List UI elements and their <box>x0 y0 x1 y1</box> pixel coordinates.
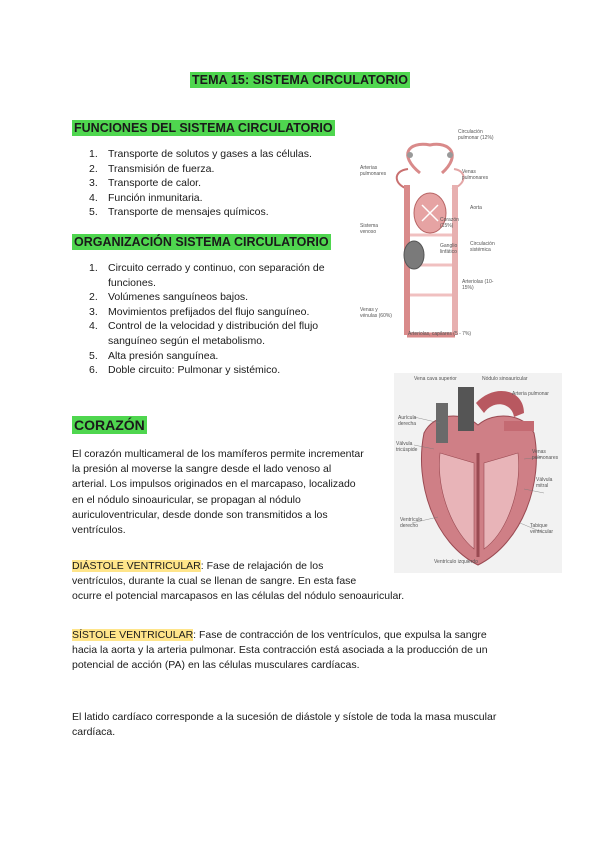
diastole-term: DIÁSTOLE VENTRICULAR <box>72 560 201 572</box>
list-item: 3. Movimientos prefijados del flujo sanguíneo. <box>89 305 310 318</box>
page-title-text: TEMA 15: SISTEMA CIRCULATORIO <box>191 73 409 87</box>
systole-paragraph: SÍSTOLE VENTRICULAR: Fase de contracción de los ventrículos, que expulsa la sangre hacia la aorta y la arteria pulmonar. Esta contracción está asociada a la producción de un potencial de acción (PA) en las células musculares cardíacas. <box>72 629 488 672</box>
list-item: 5. Transporte de mensajes químicos. <box>89 206 269 219</box>
functions-heading-text: FUNCIONES DEL SISTEMA CIRCULATORIO <box>74 121 333 135</box>
diastole-paragraph: DIÁSTOLE VENTRICULAR: Fase de relajación de los ventrículos, durante la cual se llenan de sangre. En esta fase ocurre el potencial marcapasos en las células del nódulo senoauricular. <box>72 560 405 603</box>
closing-paragraph: El latido cardíaco corresponde a la sucesión de diástole y sístole de toda la masa muscular cardíaca. <box>72 711 497 739</box>
heart-anatomy-svg <box>394 373 562 573</box>
organization-list <box>72 261 372 378</box>
heart-anatomy-image: Vena cava superior Nódulo sinoauricular Arteria pulmonar Aurícula derecha Válvula tricúspide Venas pulmonares Válvula mitral Tabique ventricular Ventrículo derecho Ventrículo izquierdo <box>394 373 562 573</box>
functions-list <box>72 147 372 220</box>
heart-heading <box>72 417 147 435</box>
list-item: 6. Doble circuito: Pulmonar y sistémico. <box>89 364 281 377</box>
list-item: 1. Circuito cerrado y continuo, con separación de <box>89 262 325 274</box>
circulatory-diagram: Circulación pulmonar (12%) Arterias pulmonares Venas pulmonares Aorta Corazón (15%) Sistema venoso Ganglio linfático Circulación sistémica Arteriolas (10-15%) Venas y vénulas (60%) Arteriolas, capilares (5 - 7%) <box>358 125 502 347</box>
list-item: 4. Control de la velocidad y distribución del flujo <box>89 320 319 333</box>
list-item: 3. Transporte de calor. <box>89 177 201 190</box>
page-title <box>0 71 600 89</box>
heart-paragraph: El corazón multicameral de los mamíferos permite incrementar la presión al moverse la sangre desde el lado venoso al arterial. Los impulsos originados en el marcapaso, localizado en el nódulo sinoauricular, se propagan al nódulo auriculoventricular, desde donde son transmitidos a los ventrículos. <box>72 448 364 537</box>
heart-heading-text: CORAZÓN <box>74 417 145 433</box>
list-item-continuation: funciones. <box>108 276 156 289</box>
organization-heading <box>72 233 331 251</box>
list-item: 2. Transmisión de fuerza. <box>89 162 215 175</box>
list-item: 4. Función inmunitaria. <box>89 191 203 204</box>
list-item: 1. Transporte de solutos y gases a las células. <box>89 148 312 160</box>
systole-term: SÍSTOLE VENTRICULAR <box>72 629 194 641</box>
functions-heading <box>72 119 335 137</box>
list-item: 5. Alta presión sanguínea. <box>89 349 219 362</box>
organization-heading-text: ORGANIZACIÓN SISTEMA CIRCULATORIO <box>74 235 329 249</box>
list-item: 2. Volúmenes sanguíneos bajos. <box>89 291 249 304</box>
list-item-continuation: sanguíneo según el metabolismo. <box>108 334 266 347</box>
